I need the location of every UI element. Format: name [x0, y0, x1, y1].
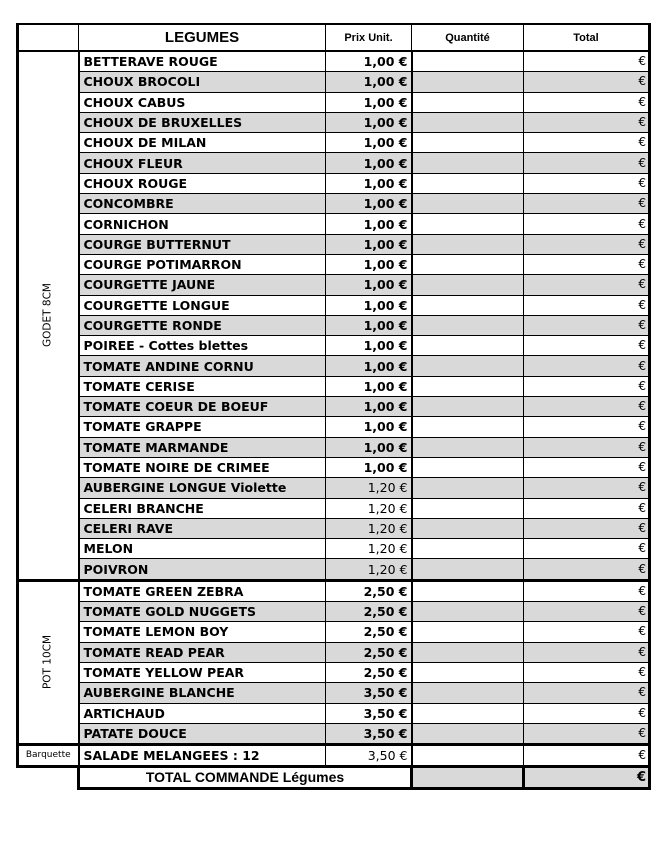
order-total: € — [524, 767, 650, 789]
table-row — [18, 539, 650, 559]
table-row — [18, 478, 650, 498]
order-form-table — [16, 23, 651, 790]
header-name: LEGUMES — [79, 24, 326, 51]
line-total: € — [524, 133, 650, 153]
header-row — [18, 24, 650, 51]
product-name: CORNICHON — [79, 214, 326, 234]
product-name: COURGETTE JAUNE — [79, 275, 326, 295]
unit-price: 1,00 € — [326, 457, 412, 477]
group-label-text: POT 10CM — [41, 635, 54, 690]
table-row — [18, 642, 650, 662]
unit-price: 1,00 € — [326, 112, 412, 132]
product-name: ARTICHAUD — [79, 703, 326, 723]
table-row — [18, 92, 650, 112]
line-total: € — [524, 315, 650, 335]
quantity-input[interactable] — [412, 539, 524, 559]
header-unit-price: Prix Unit. — [326, 24, 412, 51]
product-name: POIREE - Cottes blettes — [79, 336, 326, 356]
product-name: POIVRON — [79, 559, 326, 580]
table-row — [18, 72, 650, 92]
line-total: € — [524, 234, 650, 254]
table-row — [18, 153, 650, 173]
group-label — [18, 580, 79, 744]
product-name: CHOUX BROCOLI — [79, 72, 326, 92]
line-total: € — [524, 92, 650, 112]
quantity-input[interactable] — [412, 295, 524, 315]
table-row — [18, 518, 650, 538]
line-total: € — [524, 745, 650, 767]
table-row — [18, 437, 650, 457]
quantity-input[interactable] — [412, 214, 524, 234]
quantity-input[interactable] — [412, 602, 524, 622]
unit-price: 1,00 € — [326, 173, 412, 193]
quantity-input[interactable] — [412, 72, 524, 92]
table-row — [18, 315, 650, 335]
unit-price: 2,50 € — [326, 622, 412, 642]
product-name: CHOUX ROUGE — [79, 173, 326, 193]
table-row — [18, 397, 650, 417]
unit-price: 1,20 € — [326, 478, 412, 498]
line-total: € — [524, 539, 650, 559]
quantity-input[interactable] — [412, 194, 524, 214]
table-row — [18, 254, 650, 274]
unit-price: 1,00 € — [326, 417, 412, 437]
product-name: TOMATE COEUR DE BOEUF — [79, 397, 326, 417]
table-row — [18, 173, 650, 193]
product-name: CONCOMBRE — [79, 194, 326, 214]
quantity-input[interactable] — [412, 153, 524, 173]
line-total: € — [524, 642, 650, 662]
line-total: € — [524, 622, 650, 642]
table-row — [18, 559, 650, 580]
quantity-input[interactable] — [412, 683, 524, 703]
unit-price: 2,50 € — [326, 642, 412, 662]
unit-price: 1,00 € — [326, 315, 412, 335]
quantity-input[interactable] — [412, 662, 524, 682]
product-name: SALADE MELANGEES : 12 — [79, 745, 326, 767]
unit-price: 1,00 € — [326, 275, 412, 295]
product-name: CELERI RAVE — [79, 518, 326, 538]
unit-price: 1,00 € — [326, 254, 412, 274]
product-name: AUBERGINE LONGUE Violette — [79, 478, 326, 498]
quantity-input[interactable] — [412, 622, 524, 642]
table-row — [18, 336, 650, 356]
quantity-input[interactable] — [412, 356, 524, 376]
group-label — [18, 51, 79, 580]
product-name: CELERI BRANCHE — [79, 498, 326, 518]
unit-price: 1,00 € — [326, 51, 412, 72]
line-total: € — [524, 437, 650, 457]
table-row — [18, 723, 650, 744]
line-total: € — [524, 559, 650, 580]
unit-price: 1,00 € — [326, 295, 412, 315]
quantity-input[interactable] — [412, 703, 524, 723]
unit-price: 1,00 € — [326, 153, 412, 173]
unit-price: 1,00 € — [326, 194, 412, 214]
unit-price: 2,50 € — [326, 602, 412, 622]
unit-price: 1,00 € — [326, 214, 412, 234]
product-name: CHOUX DE MILAN — [79, 133, 326, 153]
product-name: TOMATE YELLOW PEAR — [79, 662, 326, 682]
line-total: € — [524, 662, 650, 682]
product-name: PATATE DOUCE — [79, 723, 326, 744]
quantity-input[interactable] — [412, 580, 524, 601]
product-name: MELON — [79, 539, 326, 559]
product-name: CHOUX DE BRUXELLES — [79, 112, 326, 132]
product-list — [18, 51, 650, 789]
unit-price: 1,20 € — [326, 518, 412, 538]
line-total: € — [524, 51, 650, 72]
unit-price: 3,50 € — [326, 703, 412, 723]
unit-price: 1,00 € — [326, 336, 412, 356]
table-row — [18, 602, 650, 622]
product-name: TOMATE NOIRE DE CRIMEE — [79, 457, 326, 477]
product-name: COURGE POTIMARRON — [79, 254, 326, 274]
unit-price: 1,20 € — [326, 498, 412, 518]
unit-price: 1,00 € — [326, 376, 412, 396]
unit-price: 3,50 € — [326, 723, 412, 744]
total-label: TOTAL COMMANDE Légumes — [79, 767, 412, 789]
line-total: € — [524, 518, 650, 538]
quantity-input[interactable] — [412, 642, 524, 662]
product-name: CHOUX FLEUR — [79, 153, 326, 173]
table-row — [18, 214, 650, 234]
table-row — [18, 133, 650, 153]
quantity-input[interactable] — [412, 457, 524, 477]
line-total: € — [524, 580, 650, 601]
product-name: COURGETTE RONDE — [79, 315, 326, 335]
line-total: € — [524, 683, 650, 703]
product-name: COURGE BUTTERNUT — [79, 234, 326, 254]
header-total: Total — [524, 24, 650, 51]
unit-price: 1,00 € — [326, 356, 412, 376]
unit-price: 1,00 € — [326, 133, 412, 153]
quantity-input[interactable] — [412, 92, 524, 112]
unit-price: 2,50 € — [326, 580, 412, 601]
line-total: € — [524, 397, 650, 417]
product-name: TOMATE LEMON BOY — [79, 622, 326, 642]
total-spacer — [18, 767, 79, 789]
quantity-input[interactable] — [412, 417, 524, 437]
group-label: Barquette — [18, 745, 79, 767]
table-row — [18, 683, 650, 703]
product-name: AUBERGINE BLANCHE — [79, 683, 326, 703]
unit-price: 1,00 € — [326, 234, 412, 254]
quantity-input[interactable] — [412, 559, 524, 580]
product-name: CHOUX CABUS — [79, 92, 326, 112]
product-name: TOMATE GOLD NUGGETS — [79, 602, 326, 622]
table-row — [18, 234, 650, 254]
line-total: € — [524, 478, 650, 498]
total-quantity — [412, 767, 524, 789]
group-label-text: GODET 8CM — [41, 283, 54, 348]
unit-price: 1,00 € — [326, 92, 412, 112]
line-total: € — [524, 498, 650, 518]
table-row — [18, 662, 650, 682]
quantity-input[interactable] — [412, 234, 524, 254]
unit-price: 3,50 € — [326, 683, 412, 703]
product-name: TOMATE READ PEAR — [79, 642, 326, 662]
product-name: COURGETTE LONGUE — [79, 295, 326, 315]
table-row — [18, 295, 650, 315]
table-row — [18, 498, 650, 518]
line-total: € — [524, 376, 650, 396]
table-row — [18, 356, 650, 376]
unit-price: 3,50 € — [326, 745, 412, 767]
quantity-input[interactable] — [412, 51, 524, 72]
table-row — [18, 275, 650, 295]
table-row — [18, 457, 650, 477]
line-total: € — [524, 336, 650, 356]
unit-price: 1,20 € — [326, 559, 412, 580]
product-name: TOMATE ANDINE CORNU — [79, 356, 326, 376]
line-total: € — [524, 703, 650, 723]
quantity-input[interactable] — [412, 133, 524, 153]
quantity-input[interactable] — [412, 723, 524, 744]
line-total: € — [524, 112, 650, 132]
table-row — [18, 703, 650, 723]
quantity-input[interactable] — [412, 173, 524, 193]
quantity-input[interactable] — [412, 254, 524, 274]
table-row — [18, 622, 650, 642]
table-row — [18, 194, 650, 214]
quantity-input[interactable] — [412, 745, 524, 767]
line-total: € — [524, 417, 650, 437]
line-total: € — [524, 356, 650, 376]
table-row — [18, 745, 650, 767]
quantity-input[interactable] — [412, 518, 524, 538]
product-name: TOMATE GREEN ZEBRA — [79, 580, 326, 601]
line-total: € — [524, 194, 650, 214]
line-total: € — [524, 214, 650, 234]
quantity-input[interactable] — [412, 112, 524, 132]
unit-price: 2,50 € — [326, 662, 412, 682]
table-row — [18, 580, 650, 601]
total-row — [18, 767, 650, 789]
table-row — [18, 376, 650, 396]
line-total: € — [524, 72, 650, 92]
line-total: € — [524, 295, 650, 315]
product-name: TOMATE MARMANDE — [79, 437, 326, 457]
unit-price: 1,00 € — [326, 437, 412, 457]
header-quantity: Quantité — [412, 24, 524, 51]
quantity-input[interactable] — [412, 275, 524, 295]
quantity-input[interactable] — [412, 336, 524, 356]
product-name: TOMATE CERISE — [79, 376, 326, 396]
line-total: € — [524, 275, 650, 295]
quantity-input[interactable] — [412, 498, 524, 518]
quantity-input[interactable] — [412, 478, 524, 498]
line-total: € — [524, 153, 650, 173]
product-name: TOMATE GRAPPE — [79, 417, 326, 437]
line-total: € — [524, 173, 650, 193]
line-total: € — [524, 723, 650, 744]
table-row — [18, 112, 650, 132]
table-row — [18, 417, 650, 437]
unit-price: 1,20 € — [326, 539, 412, 559]
quantity-input[interactable] — [412, 376, 524, 396]
quantity-input[interactable] — [412, 437, 524, 457]
table-row — [18, 51, 650, 72]
product-name: BETTERAVE ROUGE — [79, 51, 326, 72]
line-total: € — [524, 254, 650, 274]
unit-price: 1,00 € — [326, 397, 412, 417]
line-total: € — [524, 602, 650, 622]
quantity-input[interactable] — [412, 397, 524, 417]
unit-price: 1,00 € — [326, 72, 412, 92]
line-total: € — [524, 457, 650, 477]
header-category — [18, 24, 79, 51]
quantity-input[interactable] — [412, 315, 524, 335]
